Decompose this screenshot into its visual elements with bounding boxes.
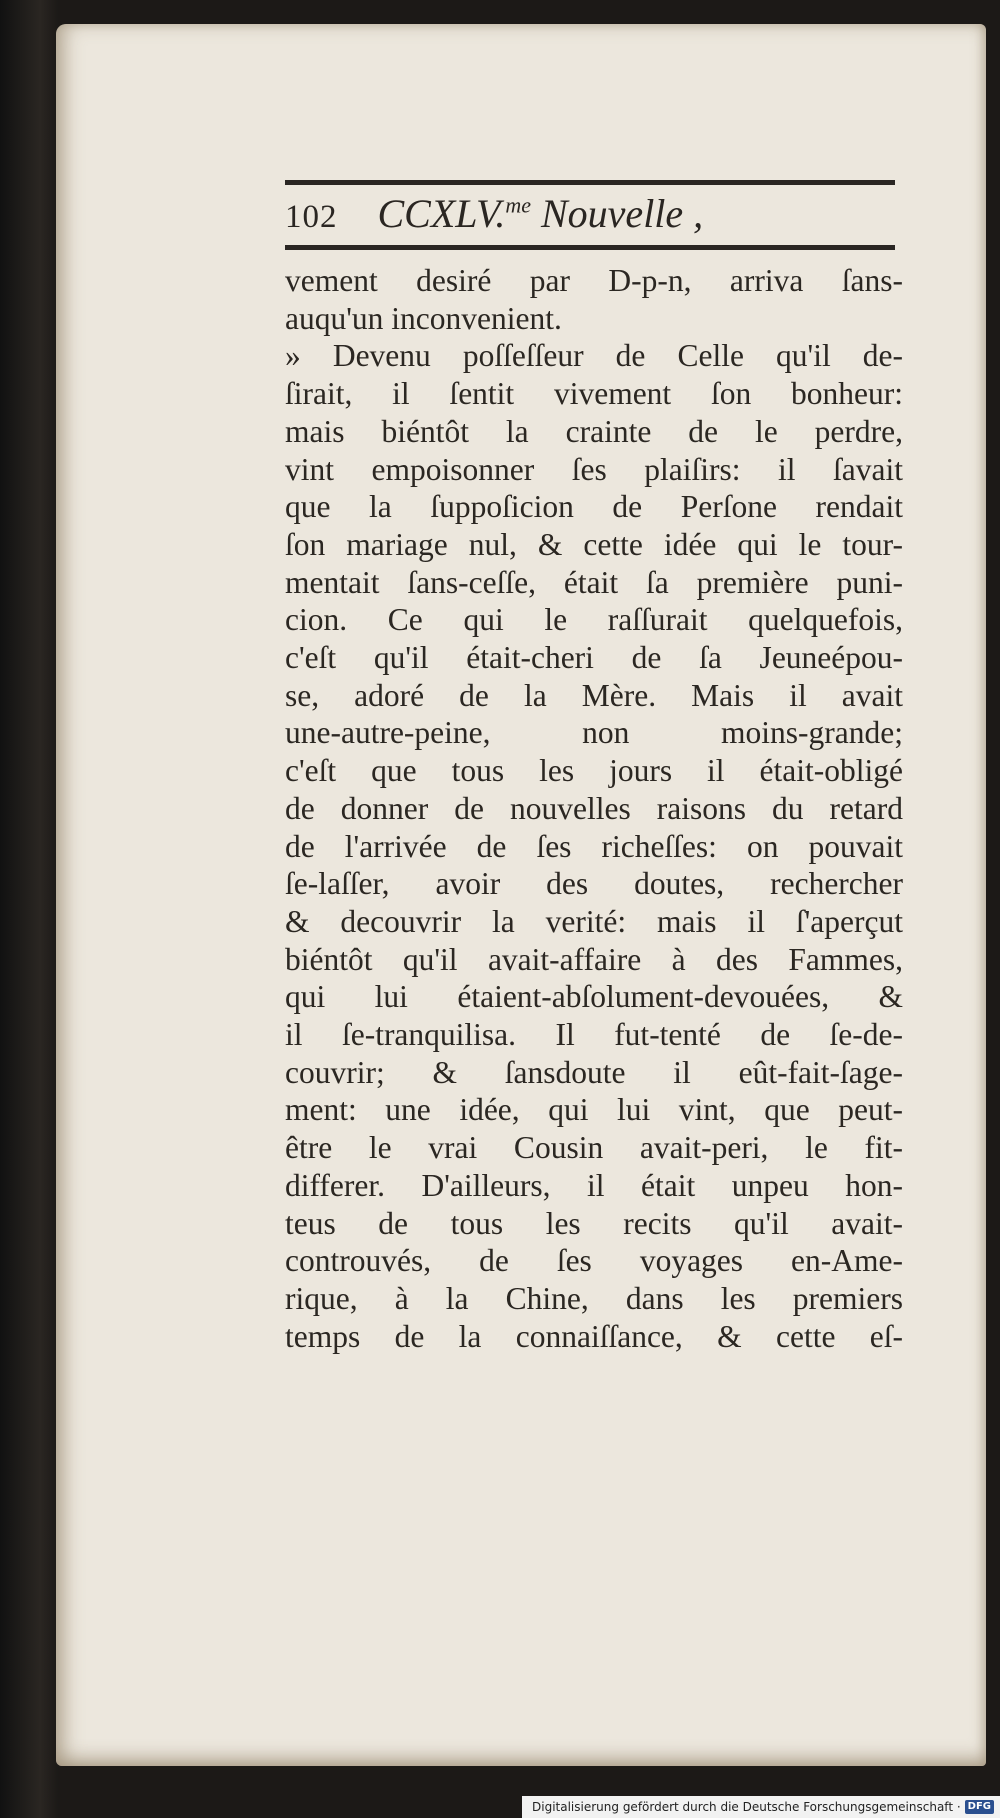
text-line: differer. D'ailleurs, il était unpeu hon-: [285, 1167, 903, 1203]
running-title-numeral: CCXLV.: [377, 191, 506, 236]
text-line: ſe-laſſer, avoir des doutes, rechercher: [285, 866, 903, 902]
text-line: que la ſuppoſicion de Perſone rendait: [285, 489, 903, 525]
digitization-credit: [522, 1796, 1000, 1818]
text-line: qui lui étaient-abſolument-devouées, &: [285, 979, 903, 1015]
text-line: de donner de nouvelles raisons du retard: [285, 790, 903, 826]
running-title-superscript: me: [505, 192, 531, 218]
text-line: de l'arrivée de ſes richeſſes: on pouvait: [285, 828, 903, 864]
header-rule-bottom: [285, 245, 895, 250]
text-line: controuvés, de ſes voyages en-Ame-: [285, 1243, 903, 1279]
text-line: c'eſt que tous les jours il était-obligé: [285, 753, 903, 789]
text-line: cion. Ce qui le raſſurait quelquefois,: [285, 602, 903, 638]
text-line: teus de tous les recits qu'il avait-: [285, 1205, 903, 1241]
text-line: être le vrai Cousin avait-peri, le fit-: [285, 1130, 903, 1166]
running-title-word: Nouvelle ,: [541, 191, 704, 236]
text-line: & decouvrir la verité: mais il ſ'aperçut: [285, 903, 903, 939]
text-line: mentait ſans-ceſſe, était ſa première puni-: [285, 564, 903, 600]
text-line: couvrir; & ſansdoute il eût-fait-ſage-: [285, 1054, 903, 1090]
running-title: [378, 190, 704, 237]
text-line: vement desiré par D-p-n, arriva ſans-: [285, 263, 903, 298]
text-line: » Devenu poſſeſſeur de Celle qu'il de-: [285, 338, 903, 374]
text-line: ſon mariage nul, & cette idée qui le tour-: [285, 526, 903, 562]
running-header: [285, 185, 895, 243]
credit-text: Digitalisierung gefördert durch die Deutsche Forschungsgemeinschaft ·: [532, 1800, 961, 1814]
text-line: c'eſt qu'il était-cheri de ſa Jeuneépou-: [285, 640, 903, 676]
text-line: mais biéntôt la crainte de le perdre,: [285, 413, 903, 449]
text-line: vint empoisonner ſes plaiſirs: il ſavait: [285, 451, 903, 487]
text-line: se, adoré de la Mère. Mais il avait: [285, 677, 903, 713]
text-line: ment: une idée, qui lui vint, que peut-: [285, 1092, 903, 1128]
body-text: [285, 262, 903, 1355]
text-line: une-autre-peine, non moins-grande;: [285, 715, 903, 751]
text-line: il ſe-tranquilisa. Il fut-tenté de ſe-de-: [285, 1017, 903, 1053]
text-line: temps de la connaiſſance, & cette eſ-: [285, 1318, 903, 1354]
text-line: ſirait, il ſentit vivement ſon bonheur:: [285, 376, 903, 412]
text-line: auqu'un inconvenient.: [285, 300, 562, 336]
text-line: biéntôt qu'il avait-affaire à des Fammes,: [285, 941, 903, 977]
page-number: 102: [285, 199, 338, 235]
text-line: rique, à la Chine, dans les premiers: [285, 1280, 903, 1316]
dfg-logo: DFG: [965, 1800, 994, 1814]
